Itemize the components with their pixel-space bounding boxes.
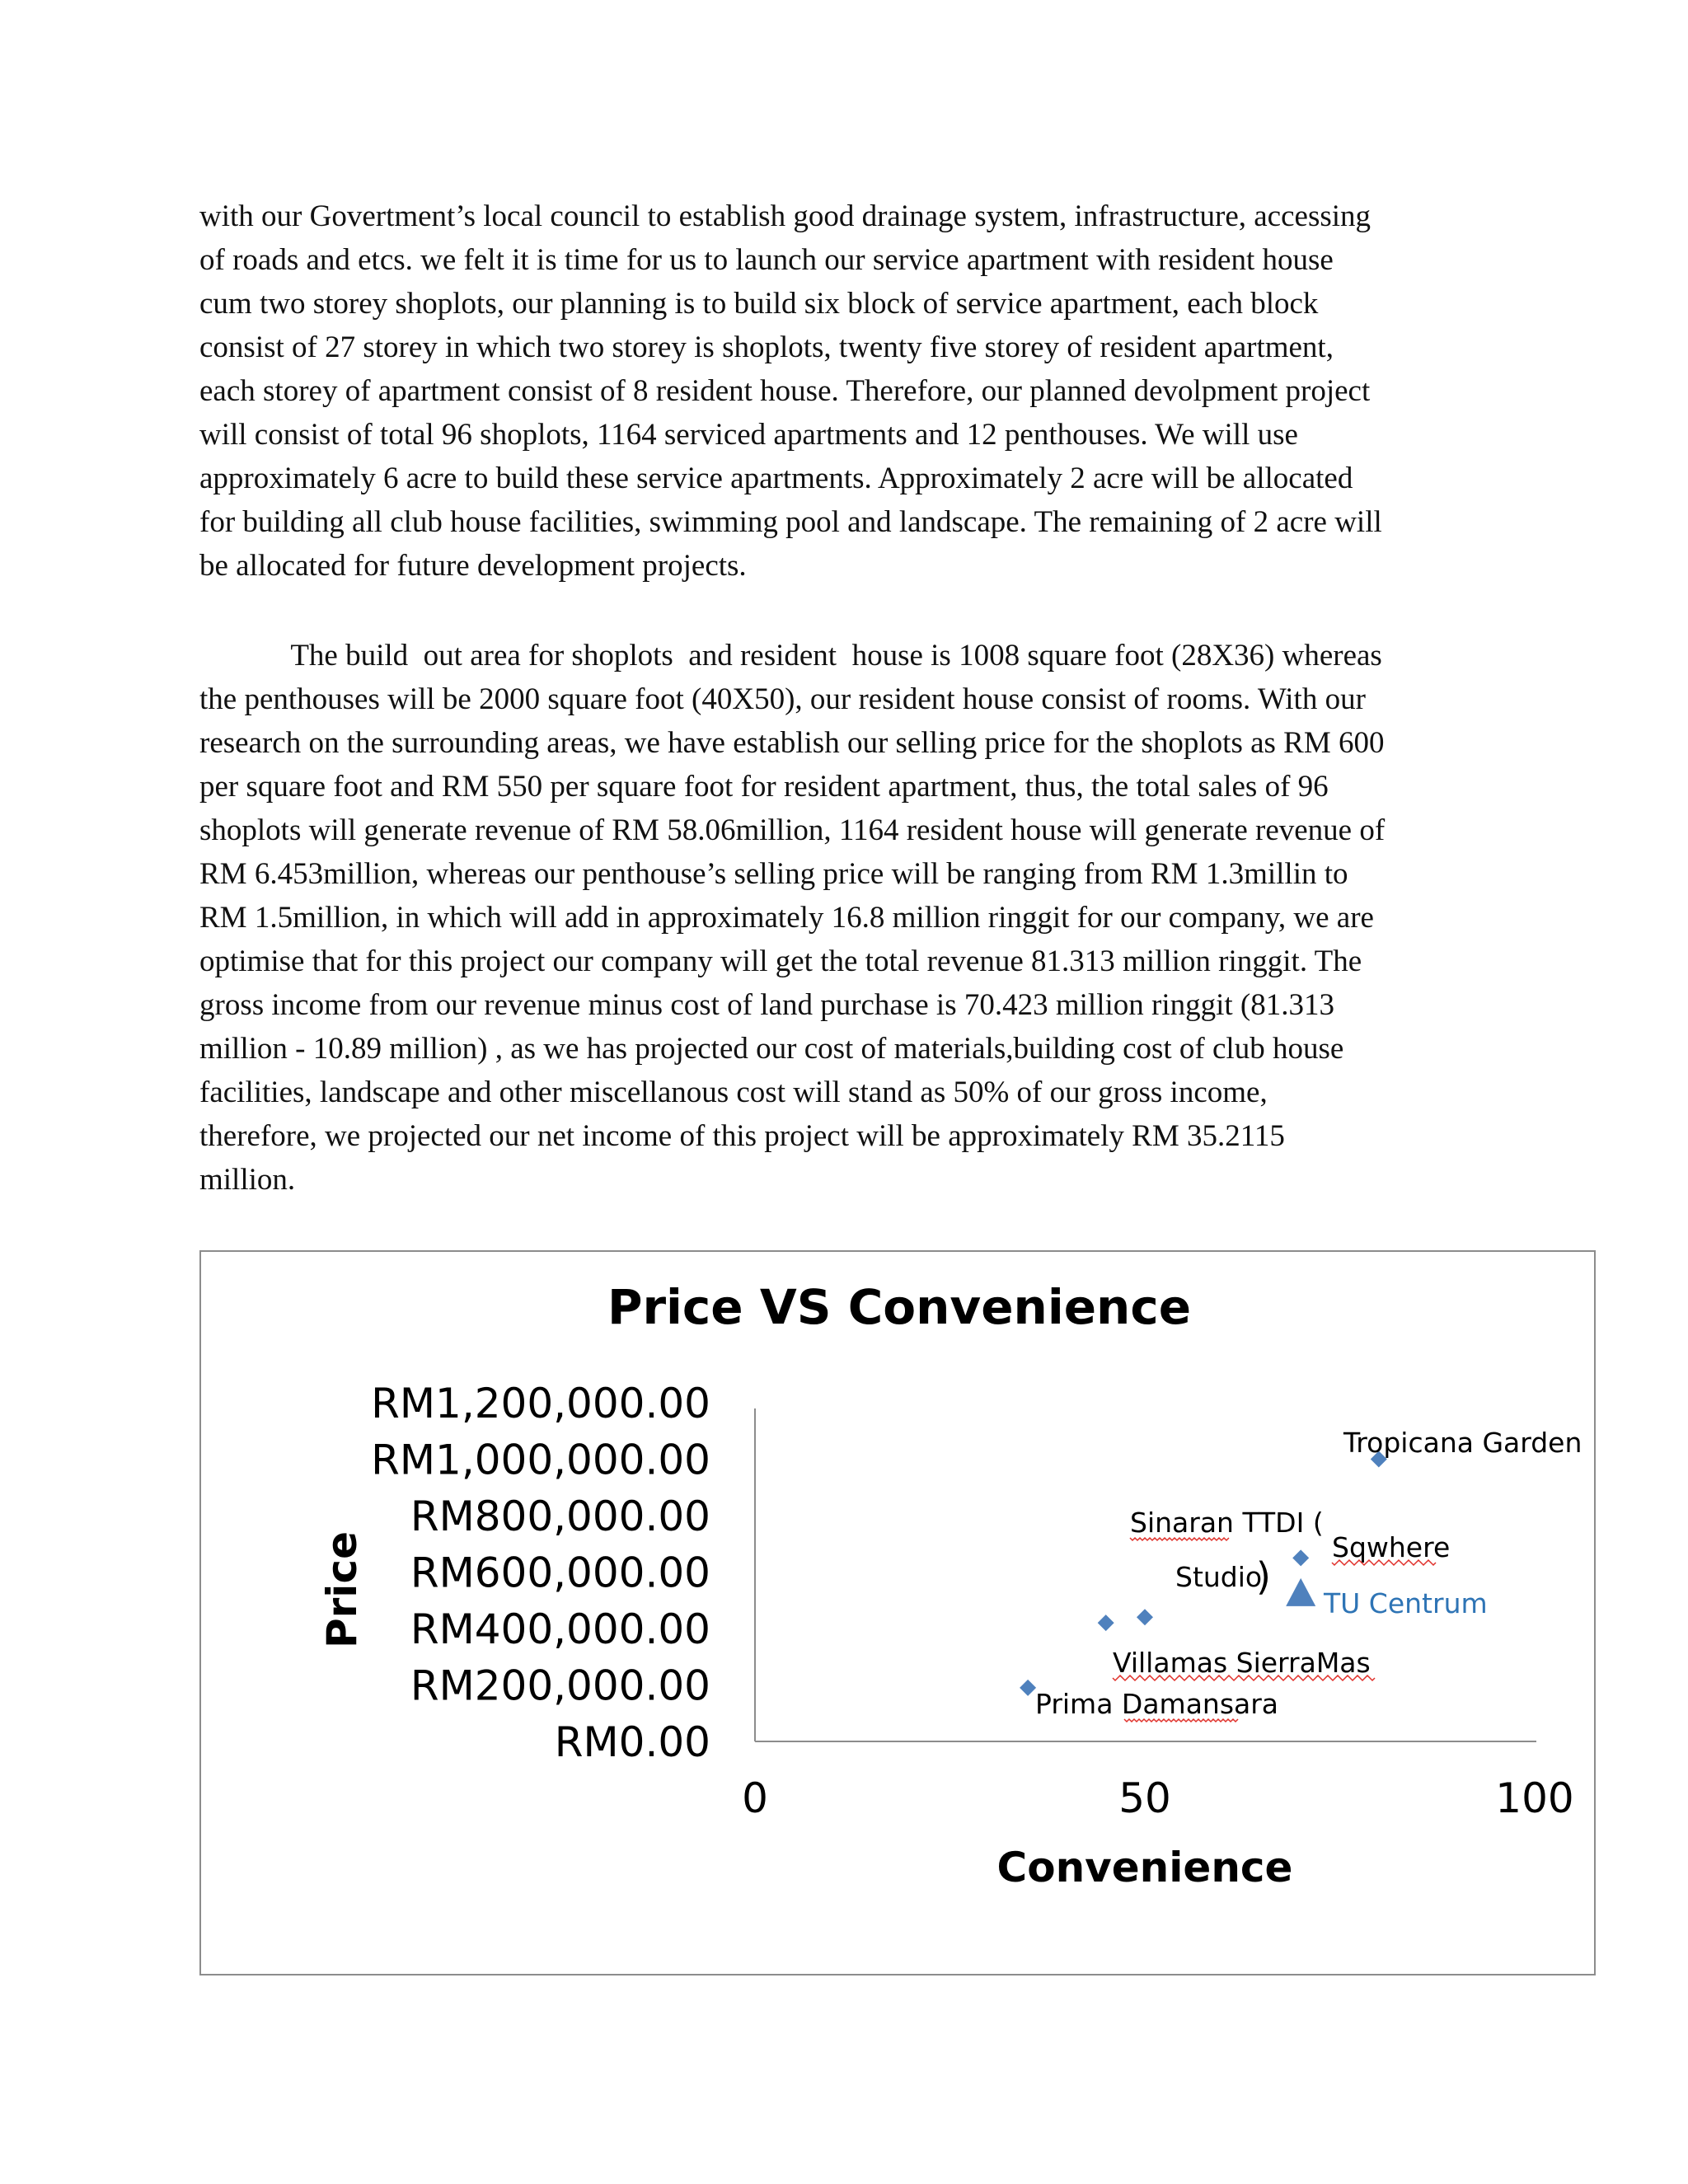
text-line: will consist of total 96 shoplots, 1164 serviced apartments and 12 penthouses. We will use: [199, 418, 1298, 452]
x-axis-title: Convenience: [996, 1844, 1293, 1891]
text-line: RM 6.453million, whereas our penthouse’s selling price will be ranging from RM 1.3millin to: [199, 857, 1348, 891]
y-tick-label: RM200,000.00: [410, 1661, 710, 1710]
text-line: each storey of apartment consist of 8 resident house. Therefore, our planned devolpment project: [199, 374, 1371, 408]
y-tick-label: RM400,000.00: [410, 1605, 710, 1653]
label-prima-damansara: Prima Damansara: [1035, 1688, 1279, 1720]
y-tick-label: RM0.00: [554, 1718, 710, 1766]
data-point-triangle: [1286, 1578, 1315, 1606]
text-line: the penthouses will be 2000 square foot (40X50), our resident house consist of rooms. With our: [199, 682, 1366, 716]
text-line: RM 1.5million, in which will add in approximately 16.8 million ringgit for our company, we are: [199, 901, 1374, 935]
text-line: research on the surrounding areas, we have establish our selling price for the shoplots as RM 600: [199, 726, 1385, 760]
label-tropicana-garden: Tropicana Garden: [1343, 1427, 1582, 1459]
y-axis-title: Price: [318, 1531, 366, 1648]
data-point-diamond: [1020, 1680, 1036, 1696]
text-line: therefore, we projected our net income of this project will be approximately RM 35.2115: [199, 1119, 1285, 1153]
data-point-diamond: [1137, 1609, 1153, 1625]
label-studio: Studio: [1175, 1561, 1263, 1593]
text-line: with our Govertment’s local council to establish good drainage system, infrastructure, accessing: [199, 199, 1372, 233]
x-tick-label: 100: [1495, 1774, 1574, 1822]
x-tick-label: 50: [1118, 1774, 1171, 1822]
text-line: shoplots will generate revenue of RM 58.06million, 1164 resident house will generate revenue of: [199, 813, 1386, 847]
text-line: of roads and etcs. we felt it is time for us to launch our service apartment with resident house: [199, 243, 1334, 277]
body-paragraph-1: [199, 194, 1502, 588]
text-line: approximately 6 acre to build these service apartments. Approximately 2 acre will be allocated: [199, 462, 1353, 495]
y-tick-label: RM600,000.00: [410, 1549, 710, 1597]
y-tick-label: RM800,000.00: [410, 1493, 710, 1540]
spellcheck-underline: [1130, 1538, 1229, 1540]
text-line: million - 10.89 million) , as we has projected our cost of materials,building cost of club house: [199, 1032, 1344, 1066]
chart-title: Price VS Convenience: [607, 1279, 1192, 1335]
label-sinaran-ttdi: Sinaran TTDI (: [1130, 1507, 1324, 1539]
text-line: gross income from our revenue minus cost of land purchase is 70.423 million ringgit (81.313: [199, 988, 1334, 1022]
text-line: for building all club house facilities, swimming pool and landscape. The remaining of 2 acre will: [199, 505, 1382, 539]
label-sqwhere: Sqwhere: [1332, 1531, 1451, 1563]
text-line: optimise that for this project our company will get the total revenue 81.313 million ringgit. The: [199, 944, 1362, 978]
label-paren: ): [1256, 1554, 1271, 1599]
text-line: The build out area for shoplots and resident house is 1008 square foot (28X36) whereas: [199, 639, 1382, 673]
y-tick-label: RM1,000,000.00: [371, 1436, 710, 1484]
scatter-chart: [201, 1252, 1597, 1977]
data-point-diamond: [1098, 1615, 1114, 1631]
text-line: be allocated for future development projects.: [199, 549, 747, 583]
text-line: million.: [199, 1163, 296, 1197]
data-point-diamond: [1292, 1549, 1309, 1566]
text-line: cum two storey shoplots, our planning is to build six block of service apartment, each block: [199, 287, 1319, 321]
text-line: per square foot and RM 550 per square foot for resident apartment, thus, the total sales of 96: [199, 770, 1329, 804]
x-tick-label: 0: [742, 1774, 768, 1822]
body-paragraph-2: [199, 634, 1502, 1202]
y-tick-label: RM1,200,000.00: [371, 1380, 710, 1427]
text-line: consist of 27 storey in which two storey is shoplots, twenty five storey of resident apartment,: [199, 330, 1334, 364]
label-villamas-sierramas: Villamas SierraMas: [1113, 1647, 1371, 1679]
scatter-chart-frame: [199, 1250, 1596, 1975]
label-tu-centrum: TU Centrum: [1324, 1587, 1488, 1619]
text-line: facilities, landscape and other miscellanous cost will stand as 50% of our gross income,: [199, 1076, 1268, 1109]
